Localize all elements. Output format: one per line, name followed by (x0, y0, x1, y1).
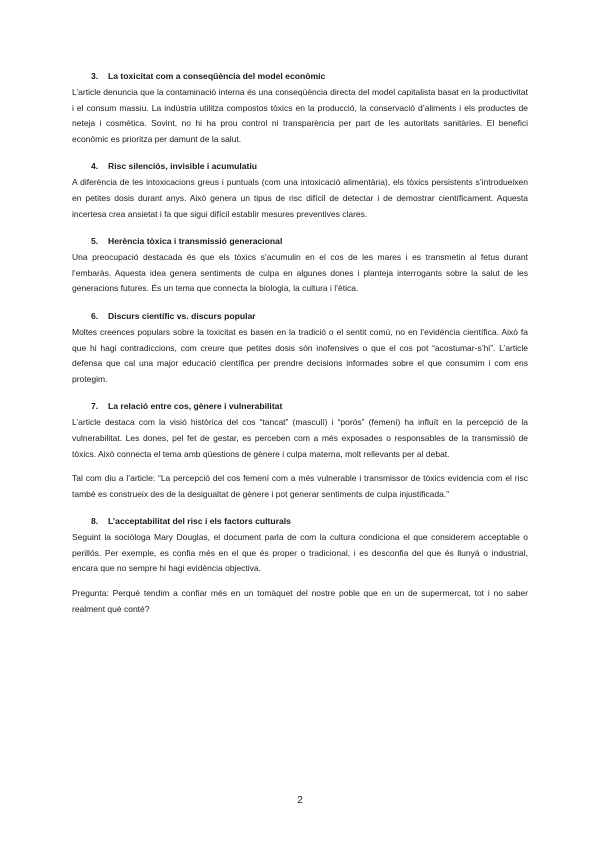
section-question-paragraph: Pregunta: Perquè tendim a confiar més en un tomàquet del nostre poble que en un de supermercat, tot i no saber realment què conté? (72, 588, 528, 614)
section-4 (72, 160, 528, 222)
section-number: 4. (91, 161, 99, 172)
section-title: Risc silenciós, invisible i acumulatiu (108, 161, 258, 172)
section-title: Discurs científic vs. discurs popular (108, 310, 256, 321)
section-title: L’acceptabilitat del risc i els factors culturals (108, 516, 291, 527)
section-heading (72, 400, 528, 412)
section-heading (72, 70, 528, 82)
section-number: 5. (91, 236, 99, 247)
section-quote-paragraph: Tal com diu a l’article: “La percepció del cos femení com a més vulnerable i transmissor de tòxics evidencia com el risc també es construeix des de la desigualtat de gènere i pot generar sentiments de culpa injustificada.” (72, 473, 528, 499)
section-title: La toxicitat com a conseqüència del model econòmic (108, 71, 326, 81)
section-paragraph: Moltes creences populars sobre la toxicitat es basen en la tradició o el sentit comú, no en l’evidència científica. Això fa que hi hagi contradiccions, com creure que petites dosis són inofensives o que el cos pot “acostumar-s’hi”. L’article defensa que cal una major educació científica per prendre decisions informades sobre el que consumim i com ens protegim. (72, 326, 528, 384)
section-7 (72, 400, 528, 502)
section-paragraph: Una preocupació destacada és que els tòxics s’acumulin en el cos de les mares i es transmetin al fetus durant l’embaràs. Aquesta idea genera sentiments de culpa en algunes dones i planteja interrogants sobre la salut de les generacions futures. És un tema que connecta la biologia, la cultura i l’ètica. (72, 252, 528, 294)
section-number: 6. (91, 310, 99, 321)
section-heading (72, 515, 528, 527)
section-3 (72, 70, 528, 147)
section-8 (72, 515, 528, 617)
section-title: Herència tòxica i transmissió generacional (108, 236, 283, 247)
section-heading (72, 310, 528, 322)
section-paragraph: L’article denuncia que la contaminació interna és una conseqüència directa del model capitalista basat en la productivitat i el consum massiu. La indústria utilitza compostos tòxics en la producció, la conservació d’aliments i els productes de neteja i cosmètica. Sovint, no hi ha prou control ni transparència per part de les autoritats sanitàries. El benefici econòmic es prioritza per damunt de la salut. (72, 87, 528, 144)
section-number: 3. (91, 71, 99, 81)
section-5 (72, 235, 528, 297)
section-title: La relació entre cos, gènere i vulnerabilitat (108, 401, 283, 412)
section-paragraph: L’article destaca com la visió històrica del cos “tancat” (masculí) i “porós” (femení) ha influït en la percepció de la vulnerabilitat. Les dones, pel fet de gestar, es perceben com a més exposades o responsables de la transmissió de tòxics. Això connecta el tema amb qüestions de gènere i culpa materna, molt rellevants per al debat. (72, 417, 528, 459)
section-heading (72, 160, 528, 172)
page-number: 2 (297, 795, 303, 806)
document-page (72, 70, 528, 630)
section-6 (72, 310, 528, 387)
section-number: 7. (91, 401, 99, 412)
section-heading (72, 235, 528, 247)
section-paragraph: Seguint la sociòloga Mary Douglas, el document parla de com la cultura condiciona el que considerem acceptable o perillós. Per exemple, es confia més en el que és proper o tradicional, i es desconfia del que és llunyà o industrial, encara que no sempre hi hagi evidència objectiva. (72, 532, 528, 574)
section-number: 8. (91, 516, 99, 527)
section-paragraph: A diferència de les intoxicacions greus i puntuals (com una intoxicació alimentària), els tòxics persistents s’introdueixen en petites dosis durant anys. Això genera un tipus de risc difícil de detectar i de demostrar científicament. Aquesta incertesa crea ansietat i fa que sigui difícil establir mesures preventives clares. (72, 177, 528, 219)
